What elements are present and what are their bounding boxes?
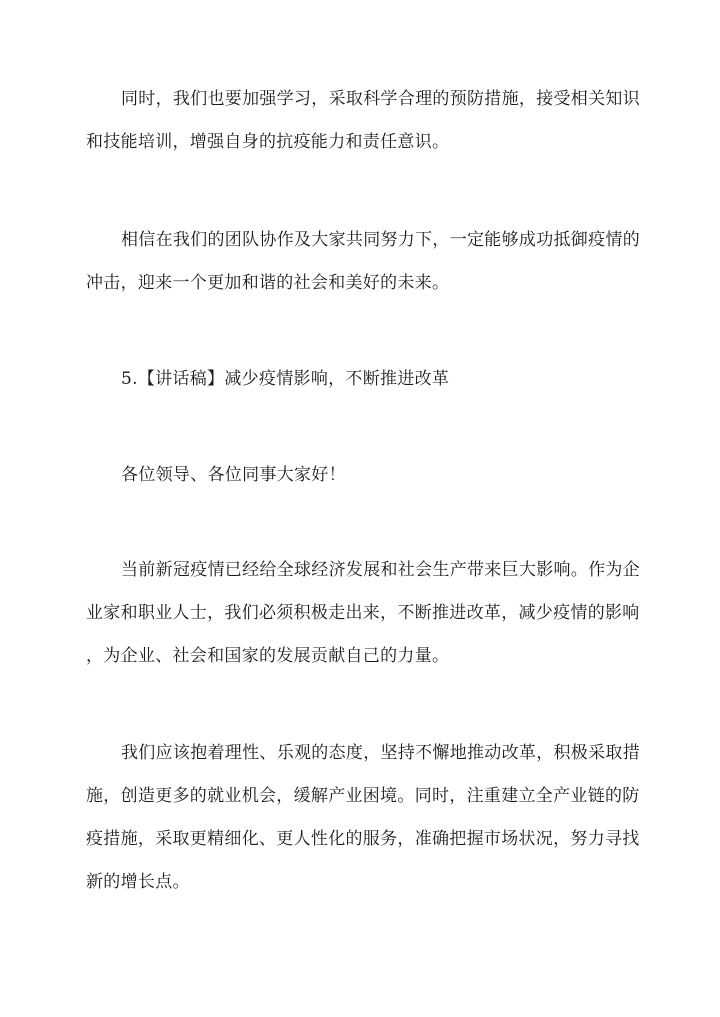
paragraph-line: 业家和职业人士，我们必须积极走出来，不断推进改革，减少疫情的影响 <box>86 603 640 623</box>
paragraph-line: 施，创造更多的就业机会，缓解产业困境。同时，注重建立全产业链的防 <box>86 786 640 806</box>
paragraph-line: ，为企业、社会和国家的发展贡献自己的力量。 <box>86 646 450 666</box>
paragraph-line: 同时，我们也要加强学习，采取科学合理的预防措施，接受相关知识 <box>121 89 640 109</box>
paragraph-line: 疫措施，采取更精细化、更人性化的服务，准确把握市场状况，努力寻找 <box>86 829 640 849</box>
greeting-line: 各位领导、各位同事大家好！ <box>121 465 346 485</box>
paragraph-line: 我们应该抱着理性、乐观的态度，坚持不懈地推动改革，积极采取措 <box>121 743 640 763</box>
paragraph-line: 新的增长点。 <box>86 872 190 892</box>
paragraph-line: 冲击，迎来一个更加和谐的社会和美好的未来。 <box>86 273 450 293</box>
paragraph-line: 和技能培训，增强自身的抗疫能力和责任意识。 <box>86 132 450 152</box>
section-heading: 5.【讲话稿】减少疫情影响，不断推进改革 <box>121 369 450 389</box>
paragraph-line: 当前新冠疫情已经给全球经济发展和社会生产带来巨大影响。作为企 <box>121 560 640 580</box>
paragraph-line: 相信在我们的团队协作及大家共同努力下，一定能够成功抵御疫情的 <box>121 230 640 250</box>
